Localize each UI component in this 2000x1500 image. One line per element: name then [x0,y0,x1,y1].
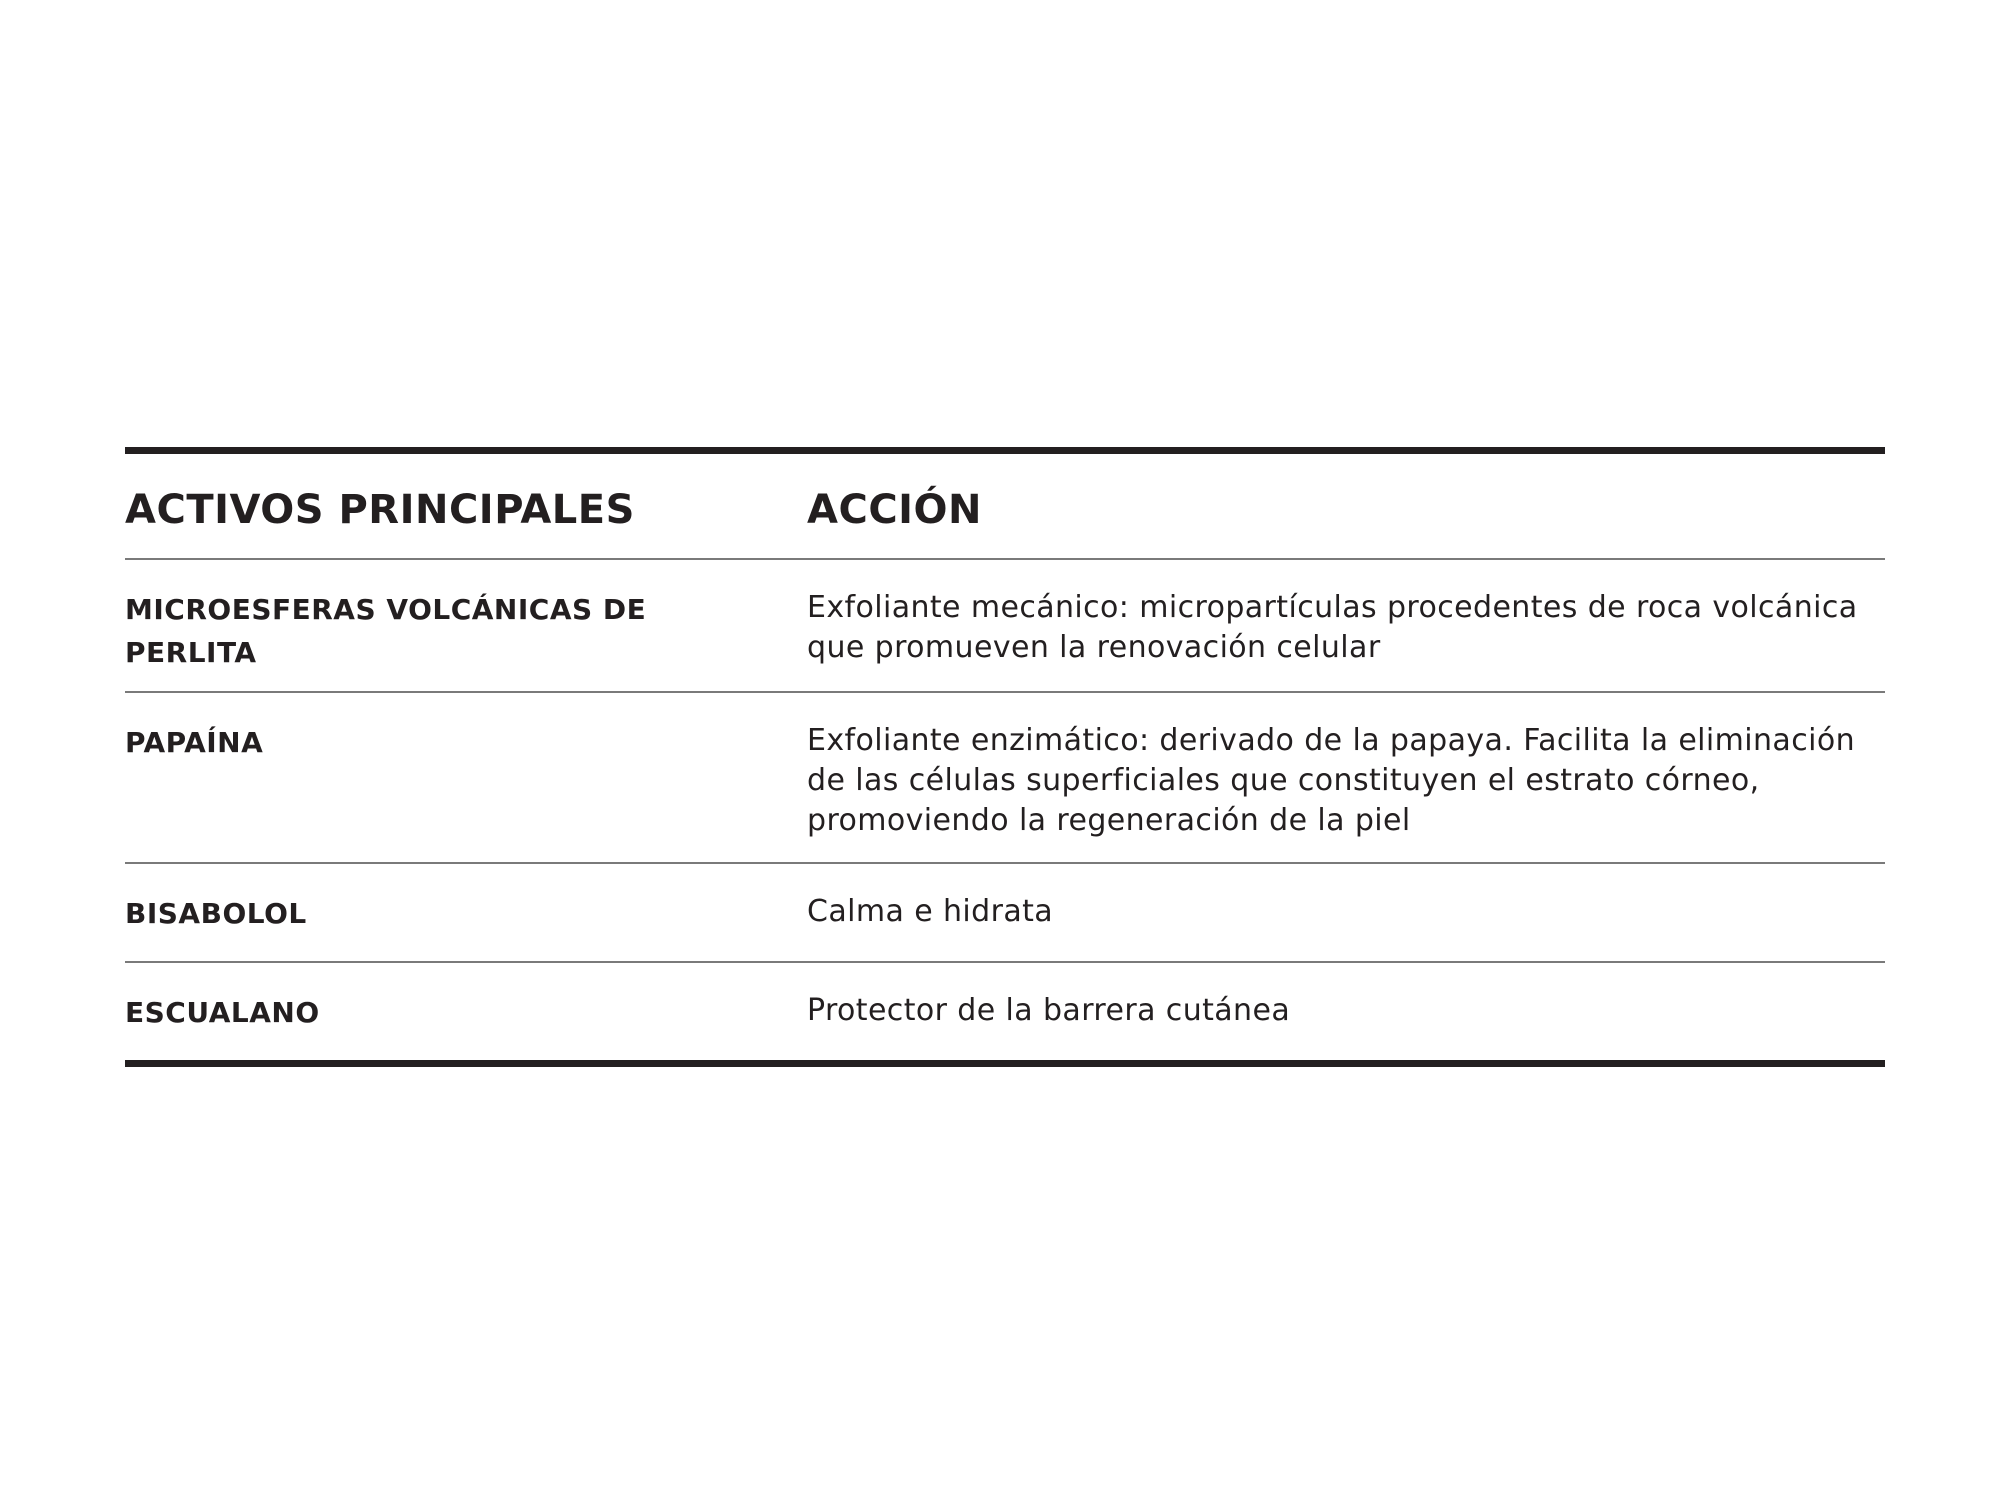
ingredients-table [125,447,1885,1067]
header-action: ACCIÓN [807,487,983,533]
table-row [125,963,1885,1060]
table-header-row [125,454,1885,560]
ingredient-name: ESCUALANO [125,996,320,1029]
ingredient-name: BISABOLOL [125,897,307,930]
table-row [125,560,1885,693]
header-active-ingredients: ACTIVOS PRINCIPALES [125,487,635,533]
ingredient-name: PAPAÍNA [125,726,264,759]
table-bottom-rule [125,1060,1885,1067]
table-top-rule [125,447,1885,454]
ingredient-action: Calma e hidrata [807,894,1054,929]
table-row [125,864,1885,963]
ingredient-action: Exfoliante mecánico: micropartículas procedentes de roca volcánica que promueven la renovación celular [807,590,1858,665]
table-row [125,693,1885,864]
ingredient-name: MICROESFERAS VOLCÁNICAS DE PERLITA [125,593,647,669]
ingredient-action: Protector de la barrera cutánea [807,993,1291,1028]
ingredient-action: Exfoliante enzimático: derivado de la papaya. Facilita la eliminación de las células superficiales que constituyen el estrato córneo, promoviendo la regeneración de la piel [807,723,1855,838]
